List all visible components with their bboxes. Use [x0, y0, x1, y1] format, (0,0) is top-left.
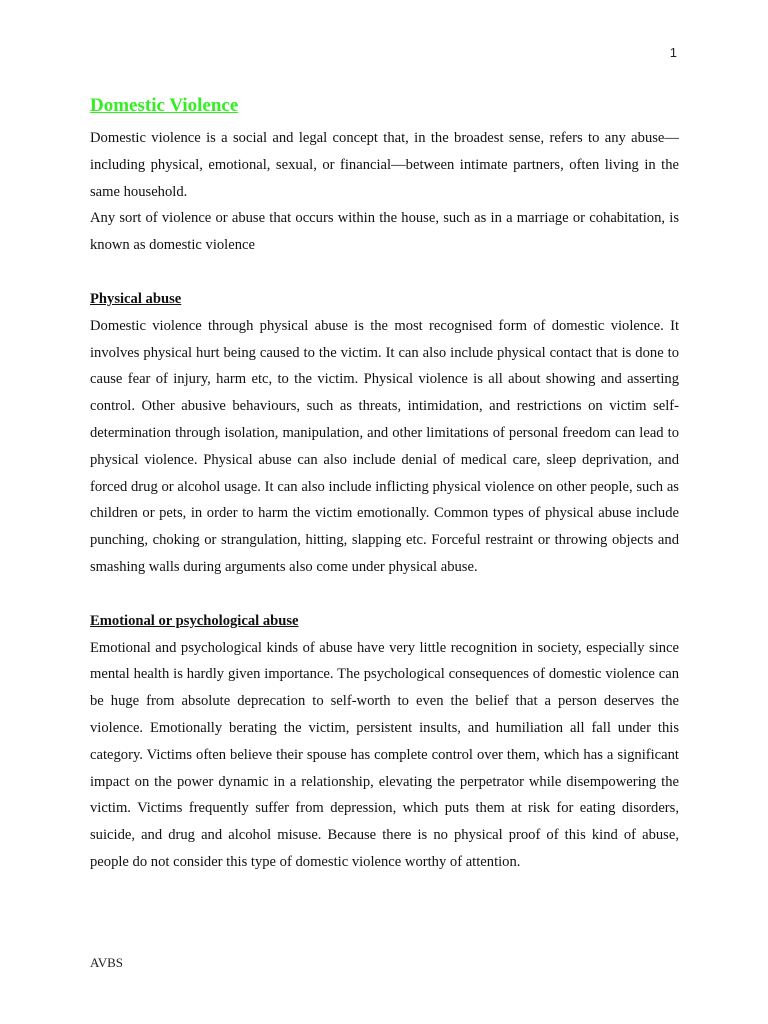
section-spacer: [90, 581, 679, 608]
document-body: [90, 93, 679, 876]
section-body-emotional-abuse: Emotional and psychological kinds of abuse have very little recognition in society, especially since mental health is hardly given importance. The psychological consequences of domestic violence can be huge from absolute deprecation to self-worth to even the belief that a person deserves the violence. Emotionally berating the victim, persistent insults, and humiliation all fall under this category. Victims often believe their spouse has complete control over them, which has a significant impact on the power dynamic in a relationship, elevating the perpetrator while disempowering the victim. Victims frequently suffer from depression, which puts them at risk for eating disorders, suicide, and drug and alcohol misuse. Because there is no physical proof of this kind of abuse, people do not consider this type of domestic violence worthy of attention.: [90, 639, 679, 870]
document-title: Domestic Violence: [90, 95, 239, 116]
intro-paragraph-2: Any sort of violence or abuse that occurs within the house, such as in a marriage or cohabitation, is known as domestic violence: [90, 210, 679, 254]
intro-paragraph-1: Domestic violence is a social and legal concept that, in the broadest sense, refers to any abuse—including physical, emotional, sexual, or financial—between intimate partners, often living in the same household.: [90, 130, 679, 200]
section-heading-emotional-abuse: Emotional or psychological abuse: [90, 612, 299, 629]
section-body-physical-abuse: Domestic violence through physical abuse is the most recognised form of domestic violence. It involves physical hurt being caused to the victim. It can also include physical contact that is done to cause fear of injury, harm etc, to the victim. Physical violence is all about showing and asserting control. Other abusive behaviours, such as threats, intimidation, and restrictions on victim self-determination through isolation, manipulation, and other limitations of personal freedom can lead to physical violence. Physical abuse can also include denial of medical care, sleep deprivation, and forced drug or alcohol usage. It can also include inflicting physical violence on other people, such as children or pets, in order to harm the victim emotionally. Common types of physical abuse include punching, choking or strangulation, hitting, slapping etc. Forceful restraint or throwing objects and smashing walls during arguments also come under physical abuse.: [90, 317, 679, 575]
section-spacer: [90, 259, 679, 286]
page-number: 1: [669, 45, 677, 60]
section-heading-physical-abuse: Physical abuse: [90, 290, 182, 307]
page-footer: AVBS: [90, 955, 124, 970]
